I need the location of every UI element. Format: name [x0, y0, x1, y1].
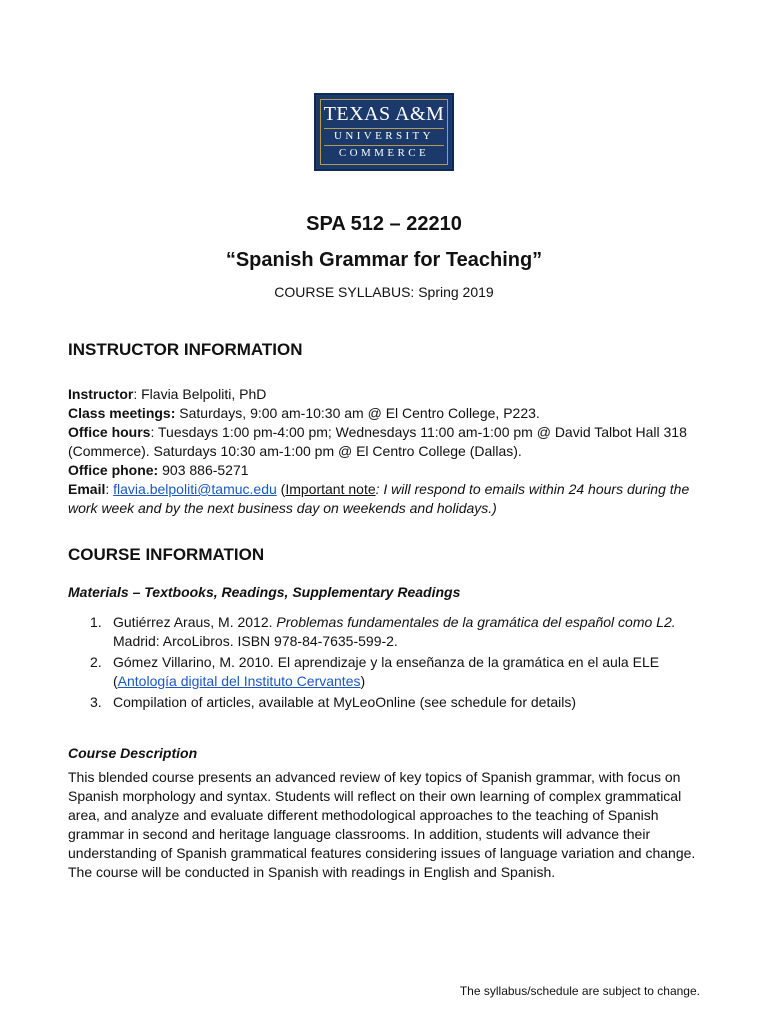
meetings-line [68, 404, 708, 423]
description-line: area, and analyze and evaluate different methodological approaches to the teaching of Spanish [68, 807, 659, 823]
office-phone-line [68, 461, 708, 480]
note-open: ( [276, 481, 286, 497]
material-1-title: Problemas fundamentales de la gramática del español como L2. [276, 614, 676, 630]
email-note-line-2 [68, 499, 708, 518]
material-1-line [113, 613, 710, 632]
logo-divider [324, 128, 444, 129]
instructor-details [68, 385, 708, 518]
course-code: SPA 512 – 22210 [306, 213, 462, 235]
list-item [90, 613, 710, 651]
material-3-text: Compilation of articles, available at MyLeoOnline (see schedule for details) [113, 694, 577, 710]
email-separator: : [105, 481, 114, 497]
important-note-text: : I will respond to emails within 24 hours during the [375, 481, 690, 497]
syllabus-term: COURSE SYLLABUS: Spring 2019 [274, 284, 494, 300]
instructor-label: Instructor [68, 386, 134, 402]
list-item [90, 693, 710, 712]
important-note-label: Important note [285, 481, 376, 497]
office-hours-value: : Tuesdays 1:00 pm-4:00 pm; Wednesdays 11:00 am-1:00 pm @ David Talbot Hall 318 [150, 424, 687, 440]
list-number: 1. [90, 614, 102, 630]
course-title: “Spanish Grammar for Teaching” [225, 249, 543, 271]
email-line [68, 480, 708, 499]
description-line: grammar in second and heritage language classrooms. In addition, students will advance their [68, 826, 651, 842]
footer-note: The syllabus/schedule are subject to change. [459, 984, 700, 998]
office-hours-label: Office hours [68, 424, 151, 440]
list-item [90, 653, 710, 691]
paren-close: ) [360, 673, 366, 689]
course-description-heading: Course Description [68, 745, 198, 761]
list-number: 3. [90, 694, 102, 710]
course-description [68, 768, 708, 882]
material-1-author: Gutiérrez Araus, M. 2012. [113, 614, 277, 630]
office-hours-line [68, 423, 708, 442]
material-1-publisher: Madrid: ArcoLibros. ISBN 978-84-7635-599-2. [113, 633, 398, 649]
logo-line-university: UNIVERSITY [334, 130, 434, 142]
university-logo [314, 93, 454, 171]
description-line: Spanish morphology and syntax. Students will reflect on their own learning of complex grammatical [68, 788, 682, 804]
materials-heading: Materials – Textbooks, Readings, Supplementary Readings [68, 584, 461, 600]
description-line: understanding of Spanish grammatical features considering issues of language variation and change. [68, 845, 696, 861]
logo-divider [324, 145, 444, 146]
meetings-value: Saturdays, 9:00 am-10:30 am @ El Centro College, P223. [175, 405, 540, 421]
instructor-value: : Flavia Belpoliti, PhD [133, 386, 267, 402]
meetings-label: Class meetings: [68, 405, 176, 421]
important-note-text-2: work week and by the next business day on weekends and holidays.) [68, 500, 497, 516]
paren-open: ( [113, 673, 118, 689]
instructor-line [68, 385, 708, 404]
office-phone-value: 903 886-5271 [158, 462, 249, 478]
logo-line-commerce: COMMERCE [338, 147, 430, 159]
instructor-heading: INSTRUCTOR INFORMATION [68, 340, 303, 359]
description-line: The course will be conducted in Spanish with readings in English and Spanish. [68, 864, 556, 880]
material-2-source [113, 672, 710, 691]
logo-line-texas-am: TEXAS A&M [323, 103, 445, 125]
description-line: This blended course presents an advanced review of key topics of Spanish grammar, with focus on [68, 769, 681, 785]
email-label: Email [68, 481, 106, 497]
material-2-text: Gómez Villarino, M. 2010. El aprendizaje y la enseñanza de la gramática en el aula ELE [113, 654, 660, 670]
materials-list [90, 613, 710, 712]
course-info-heading: COURSE INFORMATION [68, 545, 265, 564]
office-hours-line-2: (Commerce). Saturdays 10:30 am-1:00 pm @ El Centro College (Dallas). [68, 443, 522, 459]
antologia-link[interactable]: Antología digital del Instituto Cervantes [117, 673, 361, 689]
list-number: 2. [90, 654, 102, 670]
office-phone-label: Office phone: [68, 462, 159, 478]
email-link[interactable]: flavia.belpoliti@tamuc.edu [113, 481, 277, 497]
